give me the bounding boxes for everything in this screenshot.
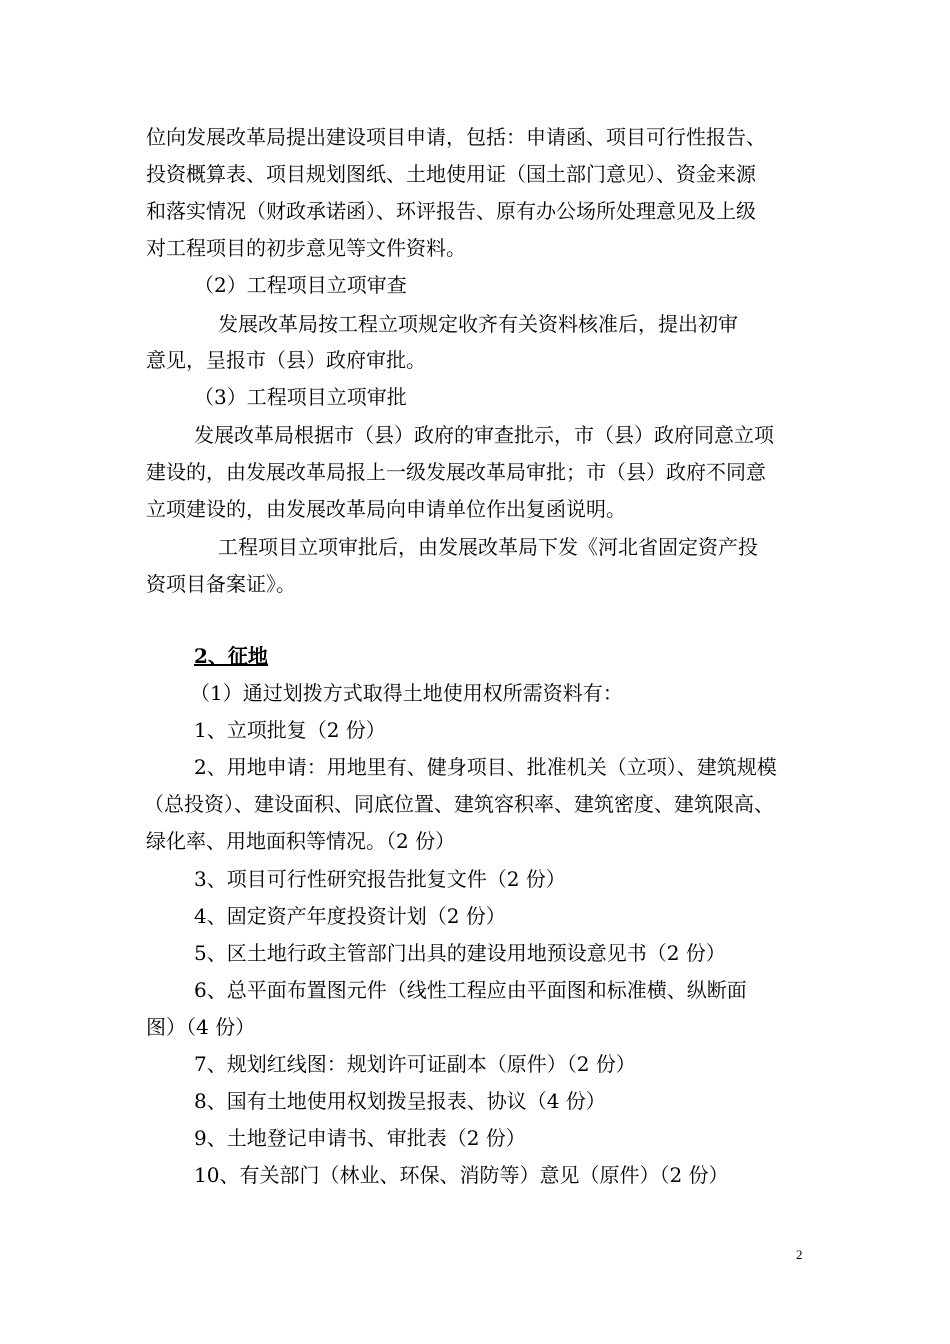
paragraph-line: 位向发展改革局提出建设项目申请，包括：申请函、项目可行性报告、 [146,125,766,149]
paragraph-line: 资项目备案证》。 [146,572,296,596]
paragraph-line: 意见，呈报市（县）政府审批。 [146,348,426,372]
list-item-cont: 绿化率、用地面积等情况。（2 份） [146,829,456,853]
list-item: 4、固定资产年度投资计划（2 份） [194,904,506,928]
list-item: 6、总平面布置图元件（线性工程应由平面图和标准横、纵断面 [194,978,747,1002]
paragraph-line: 建设的，由发展改革局报上一级发展改革局审批；市（县）政府不同意 [146,460,766,484]
list-item-cont: （总投资）、建设面积、同底位置、建筑容积率、建筑密度、建筑限高、 [144,792,774,816]
paragraph-line: 立项建设的，由发展改革局向申请单位作出复函说明。 [146,497,626,521]
paragraph-line: 投资概算表、项目规划图纸、土地使用证（国土部门意见）、资金来源 [146,162,756,186]
paragraph-line: 发展改革局按工程立项规定收齐有关资料核准后，提出初审 [218,312,738,336]
list-item: 9、土地登记申请书、审批表（2 份） [194,1126,526,1150]
subsection-title: （2）工程项目立项审查 [194,273,407,297]
paragraph-line: 发展改革局根据市（县）政府的审查批示，市（县）政府同意立项 [194,423,774,447]
list-item: 2、用地申请：用地里有、健身项目、批准机关（立项）、建筑规模 [194,755,777,779]
list-item: 5、区土地行政主管部门出具的建设用地预设意见书（2 份） [194,941,726,965]
subsection-title: （3）工程项目立项审批 [194,385,407,409]
list-item-cont: 图）（4 份） [146,1015,256,1039]
list-item: 7、规划红线图：规划许可证副本（原件）（2 份） [194,1052,636,1076]
paragraph-line: 工程项目立项审批后，由发展改革局下发《河北省固定资产投 [218,535,758,559]
section-intro: （1）通过划拨方式取得土地使用权所需资料有： [190,681,623,705]
list-item: 1、立项批复（2 份） [194,718,386,742]
paragraph-line: 和落实情况（财政承诺函）、环评报告、原有办公场所处理意见及上级 [146,199,756,223]
section-heading: 2、征地 [194,644,268,668]
list-item: 3、项目可行性研究报告批复文件（2 份） [194,867,566,891]
page-number: 2 [796,1247,803,1262]
list-item: 10、有关部门（林业、环保、消防等）意见（原件）（2 份） [194,1163,729,1187]
paragraph-line: 对工程项目的初步意见等文件资料。 [146,236,466,260]
list-item: 8、国有土地使用权划拨呈报表、协议（4 份） [194,1089,606,1113]
